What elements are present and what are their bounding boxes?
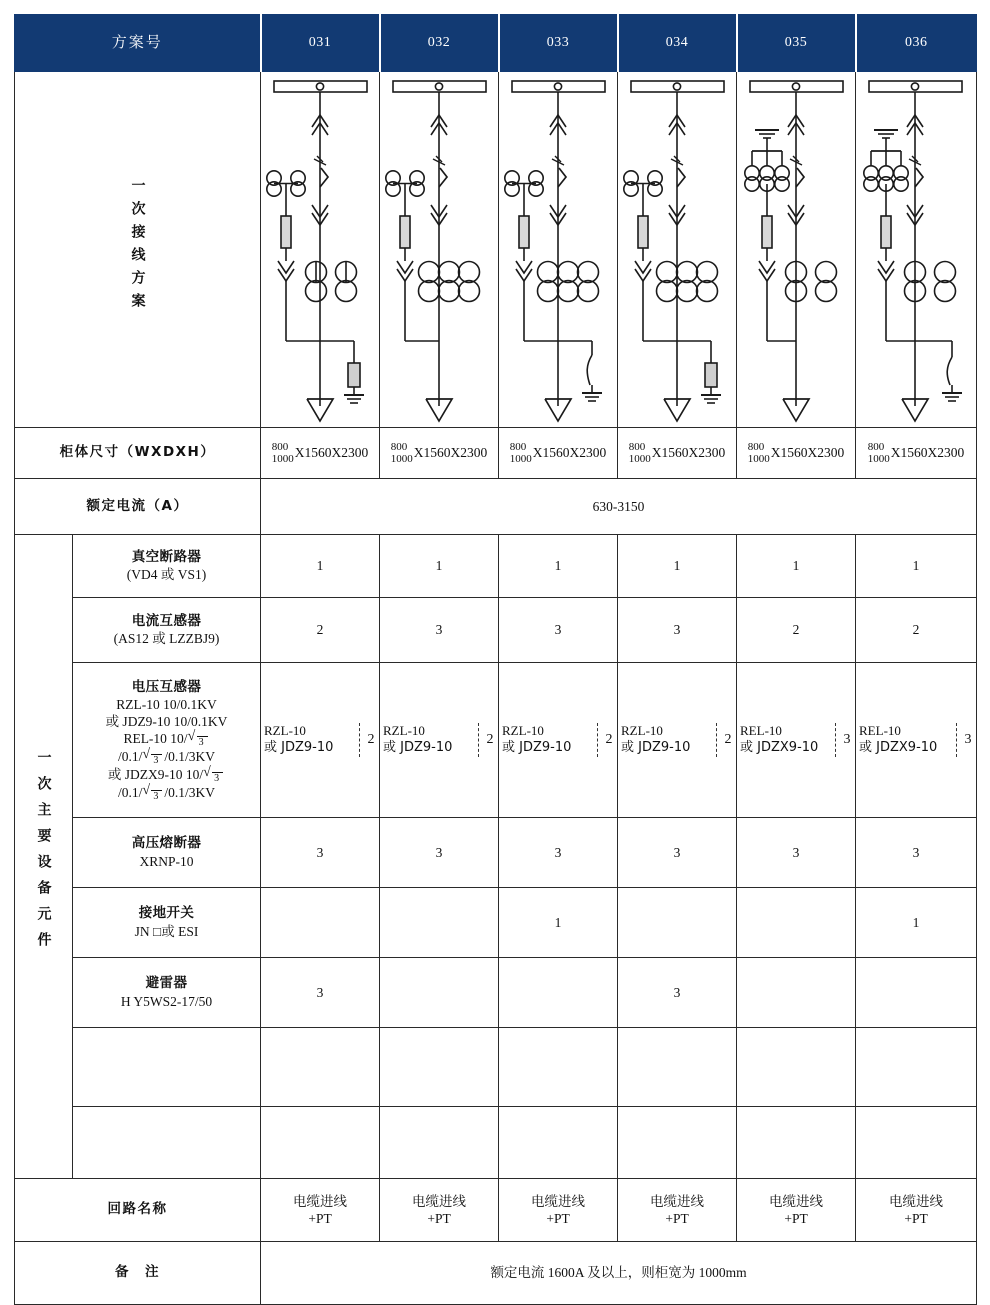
vt-l5-a: /0.1/ <box>118 749 143 765</box>
cabinet-size-label: 柜体尺寸（WXDXH） <box>15 428 261 479</box>
cabinet-size-033 <box>499 428 618 479</box>
circuit-name-034-l1: 电缆进线 <box>650 1193 705 1209</box>
circuit-name-032-l2: +PT <box>427 1211 451 1226</box>
circuit-name-032-l1: 电缆进线 <box>412 1193 467 1209</box>
equipment-empty2-032 <box>380 1107 499 1179</box>
cabinet-size-036 <box>856 428 977 479</box>
equipment-vcb-036: 1 <box>856 535 977 598</box>
equipment-name-vcb-en: (VD4 或 VS1) <box>126 567 207 582</box>
equipment-arrester-034: 3 <box>618 958 737 1028</box>
equipment-name-vt-l6 <box>75 766 258 784</box>
vt-l7-radicand: 3 <box>151 790 162 804</box>
cabinet-size-rest-036: X1560X2300 <box>890 445 965 461</box>
circuit-name-036 <box>856 1179 977 1242</box>
header-scheme-033: 033 <box>499 15 618 72</box>
cabinet-size-rest-033: X1560X2300 <box>532 445 607 461</box>
vt-l5-c: /0.1/3KV <box>164 749 216 765</box>
equipment-name-arrester <box>73 958 261 1028</box>
circuit-name-036-l2: +PT <box>904 1211 928 1226</box>
vt-spec-031-l2: 或 JDZ9-10 <box>264 740 334 755</box>
equipment-name-ct <box>73 598 261 663</box>
rated-current-row <box>15 479 977 535</box>
equipment-vt-032 <box>380 663 499 818</box>
vt-qty-035: 3 <box>843 732 851 748</box>
equipment-vcb-031: 1 <box>261 535 380 598</box>
equipment-name-fuse-en: XRNP-10 <box>139 853 194 869</box>
equipment-empty2-034 <box>618 1107 737 1179</box>
diagram-036 <box>856 72 977 428</box>
vt-l6-radicand: 3 <box>212 772 223 786</box>
vt-l7-c: /0.1/3KV <box>164 784 216 800</box>
equipment-name-vcb <box>73 535 261 598</box>
cabinet-width-top-032: 800 <box>390 440 408 453</box>
circuit-name-032 <box>380 1179 499 1242</box>
diagram-035 <box>737 72 856 428</box>
equipment-group-label-cell <box>15 535 73 1179</box>
equipment-name-vt-l7 <box>75 784 258 802</box>
cabinet-size-035 <box>737 428 856 479</box>
equipment-arrester-036 <box>856 958 977 1028</box>
table-header-row <box>15 15 977 72</box>
equipment-name-vcb-cn: 真空断路器 <box>131 548 202 565</box>
scheme-table <box>14 14 977 1305</box>
equipment-fuse-035: 3 <box>737 818 856 888</box>
equipment-name-gs-en: JN □或 ESI <box>134 923 199 939</box>
cabinet-width-bottom-032: 1000 <box>390 453 413 465</box>
vt-spec-033-l2: 或 JDZ9-10 <box>502 740 572 755</box>
diagram-svg-035 <box>738 73 855 426</box>
cabinet-width-top-036: 800 <box>867 440 885 453</box>
vt-spec-035-l2: 或 JDZX9-10 <box>740 740 819 755</box>
vt-qty-034: 2 <box>724 732 732 748</box>
cabinet-size-rest-032: X1560X2300 <box>413 445 488 461</box>
circuit-name-036-l1: 电缆进线 <box>889 1193 944 1209</box>
cabinet-size-032 <box>380 428 499 479</box>
equipment-group-label: 一次主要设备元件 <box>35 749 52 958</box>
equipment-name-vt-l4 <box>75 730 258 748</box>
diagram-032 <box>380 72 499 428</box>
equipment-name-ct-cn: 电流互感器 <box>131 612 202 629</box>
equipment-empty2-035 <box>737 1107 856 1179</box>
equipment-name-arrester-en: H Y5WS2-17/50 <box>120 993 213 1009</box>
circuit-name-031 <box>261 1179 380 1242</box>
equipment-name-ct-en: (AS12 或 LZZBJ9) <box>113 631 220 646</box>
equipment-vt-034 <box>618 663 737 818</box>
vt-divider-032 <box>478 723 479 757</box>
vt-spec-034-l1: RZL-10 <box>621 723 663 739</box>
vt-l6-a: 或 JDZX9-10 10/ <box>107 766 204 782</box>
cabinet-width-top-034: 800 <box>628 440 646 453</box>
cabinet-size-row <box>15 428 977 479</box>
vt-divider-035 <box>835 723 836 757</box>
equipment-name-vt-l3: 或 JDZ9-10 10/0.1KV <box>105 714 228 730</box>
vt-spec-034-l2: 或 JDZ9-10 <box>621 740 691 755</box>
vt-qty-032: 2 <box>486 732 494 748</box>
equipment-gs-035 <box>737 888 856 958</box>
remarks-label: 备 注 <box>15 1242 261 1305</box>
equipment-empty1-035 <box>737 1028 856 1107</box>
equipment-fuse-036: 3 <box>856 818 977 888</box>
rated-current-value: 630-3150 <box>261 479 977 535</box>
equipment-gs-031 <box>261 888 380 958</box>
equipment-name-arrester-cn: 避雷器 <box>145 975 188 992</box>
equipment-name-vt-cn: 电压互感器 <box>131 678 202 695</box>
vt-divider-036 <box>956 723 957 757</box>
equipment-vt-031 <box>261 663 380 818</box>
diagram-svg-034 <box>619 73 736 426</box>
vt-l4-a: REL-10 10/ <box>123 731 188 747</box>
equipment-gs-036: 1 <box>856 888 977 958</box>
equipment-name-vt <box>73 663 261 818</box>
equipment-vcb-034: 1 <box>618 535 737 598</box>
equipment-vt-033 <box>499 663 618 818</box>
equipment-fuse-032: 3 <box>380 818 499 888</box>
circuit-name-033-l1: 电缆进线 <box>531 1193 586 1209</box>
cabinet-size-rest-034: X1560X2300 <box>651 445 726 461</box>
vt-qty-033: 2 <box>605 732 613 748</box>
vt-divider-034 <box>716 723 717 757</box>
circuit-name-034-l2: +PT <box>665 1211 689 1226</box>
cabinet-width-bottom-035: 1000 <box>747 453 770 465</box>
cabinet-width-top-033: 800 <box>509 440 527 453</box>
equipment-name-gs-cn: 接地开关 <box>138 905 195 922</box>
header-scheme-031: 031 <box>261 15 380 72</box>
header-scheme-034: 034 <box>618 15 737 72</box>
vt-l5-radicand: 3 <box>151 754 162 768</box>
equipment-ct-035: 2 <box>737 598 856 663</box>
vt-spec-032-l2: 或 JDZ9-10 <box>383 740 453 755</box>
equipment-row-empty-1 <box>15 1028 977 1107</box>
equipment-empty1-036 <box>856 1028 977 1107</box>
diagram-034 <box>618 72 737 428</box>
equipment-arrester-035 <box>737 958 856 1028</box>
equipment-vt-035 <box>737 663 856 818</box>
header-scheme-label: 方案号 <box>15 15 261 72</box>
remarks-value: 额定电流 1600A 及以上，则柜宽为 1000mm <box>261 1242 977 1305</box>
diagram-svg-036 <box>857 73 976 426</box>
cabinet-width-bottom-036: 1000 <box>867 453 890 465</box>
equipment-name-vt-l5 <box>75 748 258 766</box>
equipment-empty1-031 <box>261 1028 380 1107</box>
equipment-empty2-033 <box>499 1107 618 1179</box>
equipment-vcb-032: 1 <box>380 535 499 598</box>
equipment-ct-032: 3 <box>380 598 499 663</box>
equipment-gs-034 <box>618 888 737 958</box>
primary-wiring-label: 一次接线方案 <box>129 177 146 316</box>
vt-qty-036: 3 <box>964 732 972 748</box>
circuit-name-label: 回路名称 <box>15 1179 261 1242</box>
primary-wiring-diagram-row <box>15 72 977 428</box>
equipment-name-vt-l2: RZL-10 10/0.1KV <box>116 696 217 712</box>
diagram-031 <box>261 72 380 428</box>
circuit-name-031-l2: +PT <box>308 1211 332 1226</box>
equipment-ct-034: 3 <box>618 598 737 663</box>
equipment-name-fuse-cn: 高压熔断器 <box>131 835 202 852</box>
equipment-ct-031: 2 <box>261 598 380 663</box>
cabinet-width-bottom-033: 1000 <box>509 453 532 465</box>
equipment-arrester-033 <box>499 958 618 1028</box>
circuit-name-033 <box>499 1179 618 1242</box>
equipment-gs-033: 1 <box>499 888 618 958</box>
equipment-empty1-033 <box>499 1028 618 1107</box>
circuit-name-033-l2: +PT <box>546 1211 570 1226</box>
equipment-row-empty-2 <box>15 1107 977 1179</box>
vt-spec-033-l1: RZL-10 <box>502 723 544 739</box>
vt-divider-033 <box>597 723 598 757</box>
equipment-name-fuse <box>73 818 261 888</box>
equipment-row-arrester <box>15 958 977 1028</box>
equipment-fuse-034: 3 <box>618 818 737 888</box>
diagram-svg-031 <box>262 73 379 426</box>
cabinet-width-bottom-034: 1000 <box>628 453 651 465</box>
equipment-name-ground-switch <box>73 888 261 958</box>
equipment-row-vt <box>15 663 977 818</box>
cabinet-size-031 <box>261 428 380 479</box>
cabinet-width-top-031: 800 <box>271 440 289 453</box>
equipment-fuse-033: 3 <box>499 818 618 888</box>
equipment-gs-032 <box>380 888 499 958</box>
circuit-name-row <box>15 1179 977 1242</box>
vt-l4-radicand: 3 <box>197 736 208 750</box>
diagram-033 <box>499 72 618 428</box>
equipment-row-ct <box>15 598 977 663</box>
circuit-name-035-l1: 电缆进线 <box>769 1193 824 1209</box>
cabinet-size-rest-031: X1560X2300 <box>294 445 369 461</box>
vt-spec-035-l1: REL-10 <box>740 723 782 739</box>
equipment-row-vcb <box>15 535 977 598</box>
equipment-name-empty-2 <box>73 1107 261 1179</box>
vt-l7-a: /0.1/ <box>118 784 143 800</box>
vt-spec-036-l2: 或 JDZX9-10 <box>859 740 938 755</box>
equipment-empty2-031 <box>261 1107 380 1179</box>
cabinet-size-034 <box>618 428 737 479</box>
vt-qty-031: 2 <box>367 732 375 748</box>
equipment-ct-033: 3 <box>499 598 618 663</box>
circuit-name-035 <box>737 1179 856 1242</box>
circuit-name-031-l1: 电缆进线 <box>293 1193 348 1209</box>
equipment-vt-036 <box>856 663 977 818</box>
cabinet-size-rest-035: X1560X2300 <box>770 445 845 461</box>
equipment-arrester-032 <box>380 958 499 1028</box>
equipment-name-empty-1 <box>73 1028 261 1107</box>
vt-divider-031 <box>359 723 360 757</box>
cabinet-width-top-035: 800 <box>747 440 765 453</box>
cabinet-width-bottom-031: 1000 <box>271 453 294 465</box>
equipment-empty1-032 <box>380 1028 499 1107</box>
vt-spec-032-l1: RZL-10 <box>383 723 425 739</box>
equipment-arrester-031: 3 <box>261 958 380 1028</box>
primary-wiring-label-cell <box>15 72 261 428</box>
vt-spec-031-l1: RZL-10 <box>264 723 306 739</box>
vt-spec-036-l1: REL-10 <box>859 723 901 739</box>
equipment-row-fuse <box>15 818 977 888</box>
equipment-empty1-034 <box>618 1028 737 1107</box>
rated-current-label: 额定电流（A） <box>15 479 261 535</box>
equipment-ct-036: 2 <box>856 598 977 663</box>
equipment-vcb-033: 1 <box>499 535 618 598</box>
diagram-svg-032 <box>381 73 498 426</box>
equipment-row-ground-switch <box>15 888 977 958</box>
circuit-name-035-l2: +PT <box>784 1211 808 1226</box>
circuit-name-034 <box>618 1179 737 1242</box>
equipment-empty2-036 <box>856 1107 977 1179</box>
equipment-vcb-035: 1 <box>737 535 856 598</box>
diagram-svg-033 <box>500 73 617 426</box>
header-scheme-036: 036 <box>856 15 977 72</box>
remarks-row <box>15 1242 977 1305</box>
header-scheme-032: 032 <box>380 15 499 72</box>
header-scheme-035: 035 <box>737 15 856 72</box>
equipment-fuse-031: 3 <box>261 818 380 888</box>
